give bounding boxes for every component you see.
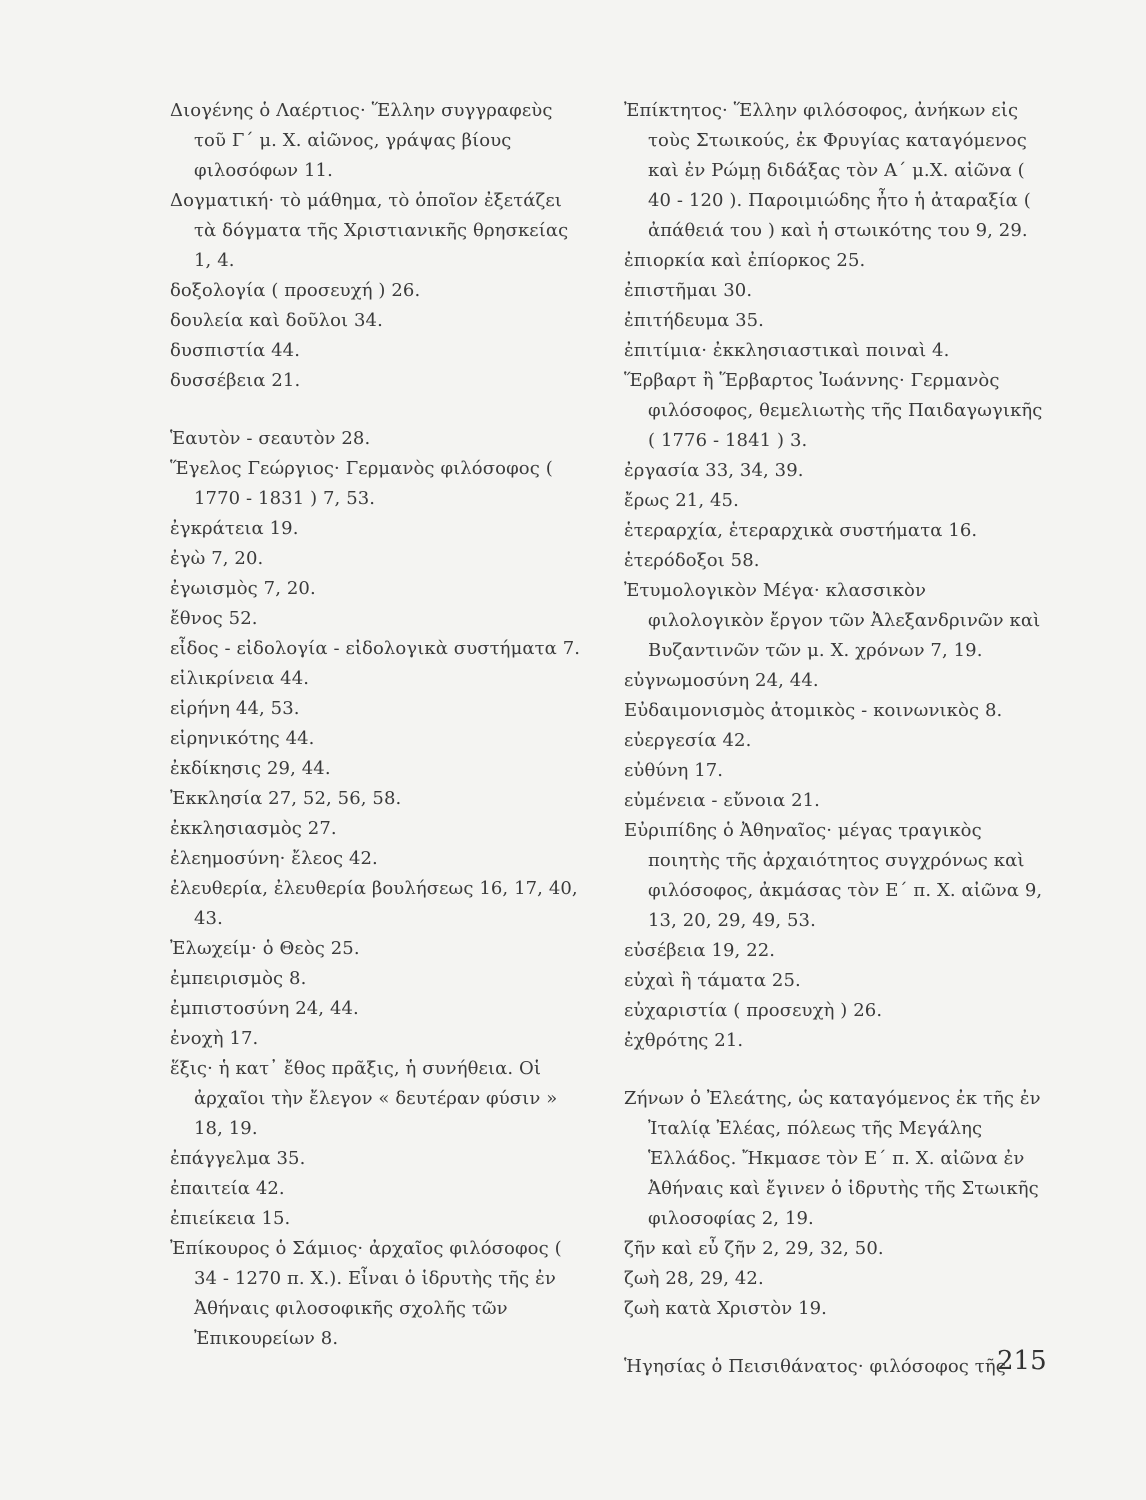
index-entry: εἰρηνικότης 44.: [170, 728, 315, 749]
index-entry: εὐεργεσία 42.: [624, 730, 752, 751]
index-entry: ζωὴ κατὰ Χριστὸν 19.: [624, 1298, 828, 1319]
index-entry: ἔρως 21, 45.: [624, 490, 739, 511]
index-entry: Εὐδαιμονισμὸς ἀτομικὸς - κοινωνικὸς 8.: [624, 700, 1003, 721]
index-entry: δυσσέβεια 21.: [170, 370, 301, 391]
index-entry: ἐπαιτεία 42.: [170, 1178, 285, 1199]
index-right-column: [624, 96, 1044, 1382]
index-entry: Ἕρβαρτ ἢ Ἕρβαρτος Ἰωάννης· Γερμανὸς φιλόσοφος, θεμελιωτὴς τῆς Παιδαγωγικῆς ( 1776 - 1841 ) 3.: [624, 370, 1043, 451]
index-entry: εἶδος - εἰδολογία - εἰδολογικὰ συστήματα 7.: [170, 638, 581, 659]
index-entry: δουλεία καὶ δοῦλοι 34.: [170, 310, 383, 331]
index-entry: Ἑαυτὸν - σεαυτὸν 28.: [170, 428, 371, 449]
index-entry: ἕξις· ἡ κατ᾽ ἔθος πρᾶξις, ἡ συνήθεια. Οἱ ἀρχαῖοι τὴν ἔλεγον « δευτέραν φύσιν » 18, 19.: [170, 1058, 558, 1139]
index-entry: εἰρήνη 44, 53.: [170, 698, 300, 719]
index-entry: ἐμπειρισμὸς 8.: [170, 968, 307, 989]
index-entry: ζῆν καὶ εὖ ζῆν 2, 29, 32, 50.: [624, 1238, 884, 1259]
index-entry: ἐγκράτεια 19.: [170, 518, 299, 539]
index-entry: Εὐριπίδης ὁ Ἀθηναῖος· μέγας τραγικὸς ποιητὴς τῆς ἀρχαιότητος συγχρόνως καὶ φιλόσοφος, ἀκμάσας τὸν Ε´ π. Χ. αἰῶνα 9, 13, 20, 29, 49, 53.: [624, 820, 1043, 931]
index-entry: Ἐκκλησία 27, 52, 56, 58.: [170, 788, 402, 809]
index-entry: ἐπιτίμια· ἐκκλησιαστικαὶ ποιναὶ 4.: [624, 340, 950, 361]
index-entry: ἐργασία 33, 34, 39.: [624, 460, 804, 481]
index-entry: ἐγωισμὸς 7, 20.: [170, 578, 316, 599]
index-entry: ζωὴ 28, 29, 42.: [624, 1268, 764, 1289]
index-entry: ἐλεημοσύνη· ἔλεος 42.: [170, 848, 378, 869]
index-entry: Ἐπίκτητος· Ἕλλην φιλόσοφος, ἀνήκων εἰς τοὺς Στωικούς, ἐκ Φρυγίας καταγόμενος καὶ ἐν Ρώμῃ διδάξας τὸν Α´ μ.Χ. αἰῶνα ( 40 - 120 ). Παροιμιώδης ἦτο ἡ ἀταραξία ( ἀπάθειά του ) καὶ ἡ στωικότης του 9, 29.: [624, 100, 1031, 241]
index-entry: ἑτερόδοξοι 58.: [624, 550, 760, 571]
index-entry: ἐχθρότης 21.: [624, 1030, 744, 1051]
index-entry: εὐμένεια - εὔνοια 21.: [624, 790, 821, 811]
index-entry: Ἐτυμολογικὸν Μέγα· κλασσικὸν φιλολογικὸν ἔργον τῶν Ἀλεξανδρινῶν καὶ Βυζαντινῶν τῶν μ. Χ. χρόνων 7, 19.: [624, 580, 1041, 661]
index-entry: εἰλικρίνεια 44.: [170, 668, 310, 689]
index-entry: Ἐπίκουρος ὁ Σάμιος· ἀρχαῖος φιλόσοφος ( 34 - 1270 π. Χ.). Εἶναι ὁ ἱδρυτὴς τῆς ἐν Ἀθήναις φιλοσοφικῆς σχολῆς τῶν Ἐπικουρείων 8.: [170, 1238, 562, 1349]
section-gap: [624, 1056, 1044, 1084]
index-left-column: [170, 96, 590, 1354]
index-entry: δυσπιστία 44.: [170, 340, 301, 361]
index-entry: Ζήνων ὁ Ἐλεάτης, ὡς καταγόμενος ἐκ τῆς ἐν Ἰταλίᾳ Ἐλέας, πόλεως τῆς Μεγάλης Ἑλλάδος. Ἤκμασε τὸν Ε´ π. Χ. αἰῶνα ἐν Ἀθήναις καὶ ἔγινεν ὁ ἱδρυτὴς τῆς Στωικῆς φιλοσοφίας 2, 19.: [624, 1088, 1041, 1229]
index-entry: ἐπιείκεια 15.: [170, 1208, 291, 1229]
page-number: 215: [997, 1346, 1047, 1376]
index-entry: ἑτεραρχία, ἑτεραρχικὰ συστήματα 16.: [624, 520, 978, 541]
index-entry: ἐπάγγελμα 35.: [170, 1148, 306, 1169]
index-entry: ἐπιστῆμαι 30.: [624, 280, 753, 301]
index-entry: Ἡγησίας ὁ Πεισιθάνατος· φιλόσοφος τῆς: [624, 1356, 1006, 1377]
index-entry: εὐγνωμοσύνη 24, 44.: [624, 670, 819, 691]
index-entry: ἐκκλησιασμὸς 27.: [170, 818, 337, 839]
index-entry: δοξολογία ( προσευχή ) 26.: [170, 280, 421, 301]
index-entry: ἐλευθερία, ἐλευθερία βουλήσεως 16, 17, 40, 43.: [170, 878, 578, 929]
index-entry: εὐχαριστία ( προσευχὴ ) 26.: [624, 1000, 883, 1021]
index-entry: Διογένης ὁ Λαέρτιος· Ἕλλην συγγραφεὺς τοῦ Γ´ μ. Χ. αἰῶνος, γράψας βίους φιλοσόφων 11.: [170, 100, 553, 181]
index-entry: εὐθύνη 17.: [624, 760, 724, 781]
index-entry: ἔθνος 52.: [170, 608, 258, 629]
index-entry: ἐνοχὴ 17.: [170, 1028, 259, 1049]
index-entry: Ἕγελος Γεώργιος· Γερμανὸς φιλόσοφος ( 1770 - 1831 ) 7, 53.: [170, 458, 553, 509]
index-entry: ἐκδίκησις 29, 44.: [170, 758, 331, 779]
section-gap: [170, 396, 590, 424]
index-entry: ἐγὼ 7, 20.: [170, 548, 264, 569]
index-entry: Ἐλωχείμ· ὁ Θεὸς 25.: [170, 938, 360, 959]
index-entry: εὐσέβεια 19, 22.: [624, 940, 776, 961]
section-gap: [624, 1324, 1044, 1352]
index-entry: ἐπιορκία καὶ ἐπίορκος 25.: [624, 250, 866, 271]
index-entry: ἐμπιστοσύνη 24, 44.: [170, 998, 359, 1019]
index-entry: ἐπιτήδευμα 35.: [624, 310, 764, 331]
index-entry: εὐχαὶ ἢ τάματα 25.: [624, 970, 801, 991]
index-entry: Δογματική· τὸ μάθημα, τὸ ὁποῖον ἐξετάζει τὰ δόγματα τῆς Χριστιανικῆς θρησκείας 1, 4.: [170, 190, 569, 271]
